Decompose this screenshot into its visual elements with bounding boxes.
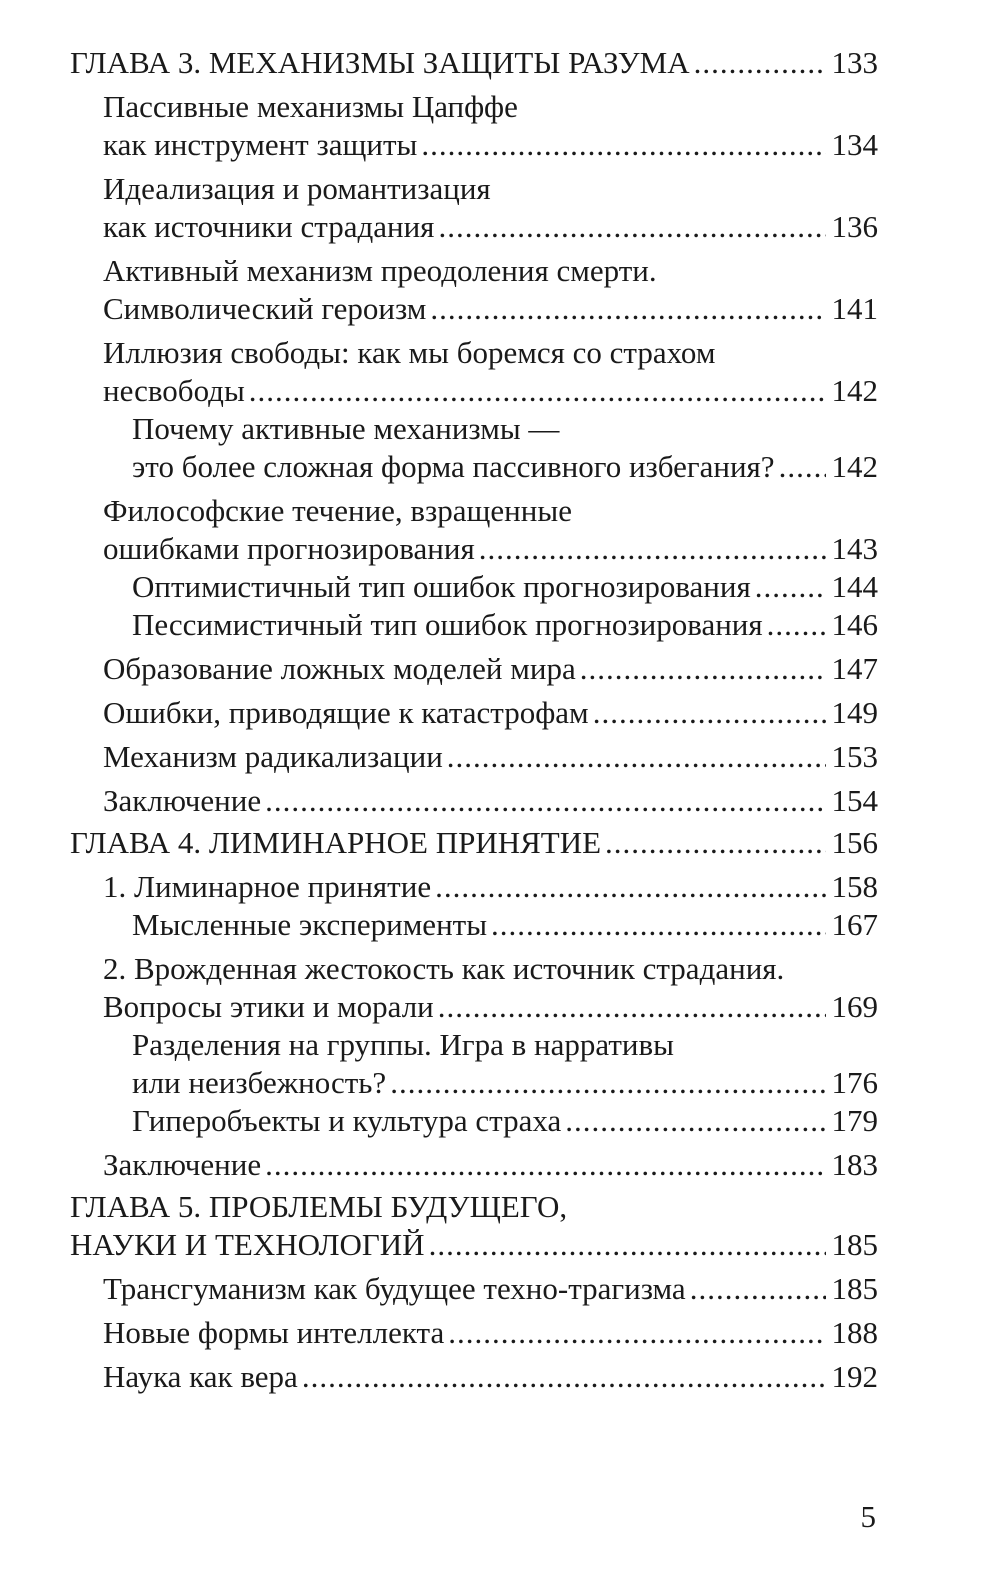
- toc-row: [103, 988, 878, 1026]
- toc-item[interactable]: [70, 1146, 878, 1184]
- toc-page-number: 188: [831, 1315, 878, 1350]
- toc-item[interactable]: [70, 906, 878, 944]
- dot-leader: [479, 530, 826, 568]
- dot-leader: [690, 1270, 826, 1308]
- toc-item[interactable]: [70, 868, 878, 906]
- toc-item[interactable]: [70, 694, 878, 732]
- toc-row: [103, 208, 878, 246]
- dot-leader: [265, 782, 825, 820]
- toc-row: [103, 868, 878, 906]
- toc-row: [70, 824, 878, 862]
- toc-title-line: Философские течение, взращенные: [103, 493, 572, 528]
- toc-title: это более сложная форма пассивного избегания?: [132, 449, 775, 484]
- toc-page-number: 141: [831, 291, 878, 326]
- toc-row: [132, 606, 878, 644]
- toc-item[interactable]: [70, 738, 878, 776]
- toc-item[interactable]: [70, 1314, 878, 1352]
- toc-page-number: 133: [831, 45, 878, 80]
- toc-page-number: 149: [831, 695, 878, 730]
- toc-item[interactable]: [70, 170, 878, 246]
- toc-page-number: 142: [831, 373, 878, 408]
- toc-title: Оптимистичный тип ошибок прогнозирования: [132, 569, 751, 604]
- toc-row: [103, 372, 878, 410]
- toc-title: Гиперобъекты и культура страха: [132, 1103, 562, 1138]
- toc-title-line: Иллюзия свободы: как мы боремся со страхом: [103, 335, 716, 370]
- dot-leader: [438, 208, 825, 246]
- toc-item[interactable]: [70, 1270, 878, 1308]
- toc-page-number: 169: [831, 989, 878, 1024]
- toc-title-line: Активный механизм преодоления смерти.: [103, 253, 657, 288]
- dot-leader: [447, 738, 826, 776]
- toc-row: [132, 448, 878, 486]
- toc-title: ГЛАВА 4. ЛИМИНАРНОЕ ПРИНЯТИЕ: [70, 825, 602, 860]
- dot-leader: [430, 290, 825, 328]
- toc-row: [70, 44, 878, 82]
- toc-title-line: ГЛАВА 5. ПРОБЛЕМЫ БУДУЩЕГО,: [70, 1189, 568, 1224]
- toc-page-number: 179: [831, 1103, 878, 1138]
- toc-row: [103, 290, 878, 328]
- toc-page-number: 144: [831, 569, 878, 604]
- dot-leader: [779, 448, 826, 486]
- toc-title: Заключение: [103, 1147, 262, 1182]
- dot-leader: [435, 868, 825, 906]
- toc-row: [132, 568, 878, 606]
- toc-row: [132, 1102, 878, 1140]
- toc-title: 1. Лиминарное принятие: [103, 869, 432, 904]
- toc-row: [70, 1226, 878, 1264]
- toc-item[interactable]: [70, 950, 878, 1026]
- toc-title: Пессимистичный тип ошибок прогнозирования: [132, 607, 763, 642]
- toc-page-number: 156: [831, 825, 878, 860]
- dot-leader: [580, 650, 826, 688]
- toc-page-number: 134: [831, 127, 878, 162]
- toc-page-number: 136: [831, 209, 878, 244]
- toc-row: [132, 1064, 878, 1102]
- toc-row: [103, 650, 878, 688]
- toc-title-line: 2. Врожденная жестокость как источник страдания.: [103, 951, 785, 986]
- toc-page-number: 167: [831, 907, 878, 942]
- table-of-contents: [70, 44, 878, 1396]
- dot-leader: [249, 372, 826, 410]
- toc-title-line: Пассивные механизмы Цапффе: [103, 89, 518, 124]
- toc-row: [103, 1314, 878, 1352]
- toc-title: как инструмент защиты: [103, 127, 418, 162]
- toc-title: Трансгуманизм как будущее техно-трагизма: [103, 1271, 686, 1306]
- toc-title: Символический героизм: [103, 291, 427, 326]
- toc-page-number: 185: [831, 1227, 878, 1262]
- toc-item[interactable]: [70, 334, 878, 410]
- toc-page-number: 153: [831, 739, 878, 774]
- toc-page-number: 176: [831, 1065, 878, 1100]
- toc-item[interactable]: [70, 1026, 878, 1102]
- toc-title: ошибками прогнозирования: [103, 531, 475, 566]
- toc-chapter[interactable]: [70, 824, 878, 862]
- dot-leader: [605, 824, 825, 862]
- toc-row: [103, 1358, 878, 1396]
- toc-item[interactable]: [70, 1102, 878, 1140]
- toc-title-line: Разделения на группы. Игра в нарративы: [132, 1027, 674, 1062]
- toc-title: Наука как вера: [103, 1359, 298, 1394]
- toc-row: [103, 530, 878, 568]
- dot-leader: [302, 1358, 826, 1396]
- dot-leader: [767, 606, 826, 644]
- toc-page-number: 147: [831, 651, 878, 686]
- toc-item[interactable]: [70, 568, 878, 606]
- toc-title-line: Идеализация и романтизация: [103, 171, 491, 206]
- dot-leader: [421, 126, 825, 164]
- toc-row: [103, 1146, 878, 1184]
- dot-leader: [565, 1102, 825, 1140]
- toc-title: ГЛАВА 3. МЕХАНИЗМЫ ЗАЩИТЫ РАЗУМА: [70, 45, 690, 80]
- dot-leader: [429, 1226, 826, 1264]
- dot-leader: [265, 1146, 825, 1184]
- toc-item[interactable]: [70, 650, 878, 688]
- toc-title: Заключение: [103, 783, 262, 818]
- toc-chapter[interactable]: [70, 44, 878, 82]
- toc-title: несвободы: [103, 373, 245, 408]
- toc-row: [103, 738, 878, 776]
- dot-leader: [694, 44, 826, 82]
- toc-title: НАУКИ И ТЕХНОЛОГИЙ: [70, 1227, 425, 1262]
- dot-leader: [390, 1064, 825, 1102]
- dot-leader: [448, 1314, 825, 1352]
- toc-page-number: 183: [831, 1147, 878, 1182]
- toc-title: Образование ложных моделей мира: [103, 651, 576, 686]
- page-number: 5: [860, 1499, 876, 1534]
- dot-leader: [438, 988, 826, 1026]
- toc-page-number: 192: [831, 1359, 878, 1394]
- toc-item[interactable]: [70, 606, 878, 644]
- toc-title: Мысленные эксперименты: [132, 907, 488, 942]
- toc-page-number: 142: [831, 449, 878, 484]
- toc-row: [103, 782, 878, 820]
- toc-title-line: Почему активные механизмы —: [132, 411, 560, 446]
- toc-item[interactable]: [70, 410, 878, 486]
- toc-item[interactable]: [70, 1358, 878, 1396]
- toc-title: Новые формы интеллекта: [103, 1315, 445, 1350]
- toc-chapter[interactable]: [70, 1188, 878, 1264]
- toc-item[interactable]: [70, 492, 878, 568]
- dot-leader: [491, 906, 825, 944]
- toc-item[interactable]: [70, 88, 878, 164]
- toc-row: [132, 906, 878, 944]
- toc-title: Вопросы этики и морали: [103, 989, 434, 1024]
- toc-title: или неизбежность?: [132, 1065, 387, 1100]
- toc-title: Механизм радикализации: [103, 739, 443, 774]
- toc-page-number: 185: [831, 1271, 878, 1306]
- toc-row: [103, 126, 878, 164]
- toc-page-number: 154: [831, 783, 878, 818]
- toc-title: Ошибки, приводящие к катастрофам: [103, 695, 589, 730]
- toc-title: как источники страдания: [103, 209, 435, 244]
- toc-page-number: 158: [831, 869, 878, 904]
- dot-leader: [593, 694, 826, 732]
- toc-page-number: 143: [831, 531, 878, 566]
- toc-row: [103, 694, 878, 732]
- dot-leader: [755, 568, 826, 606]
- toc-page-number: 146: [831, 607, 878, 642]
- toc-row: [103, 1270, 878, 1308]
- toc-item[interactable]: [70, 782, 878, 820]
- toc-item[interactable]: [70, 252, 878, 328]
